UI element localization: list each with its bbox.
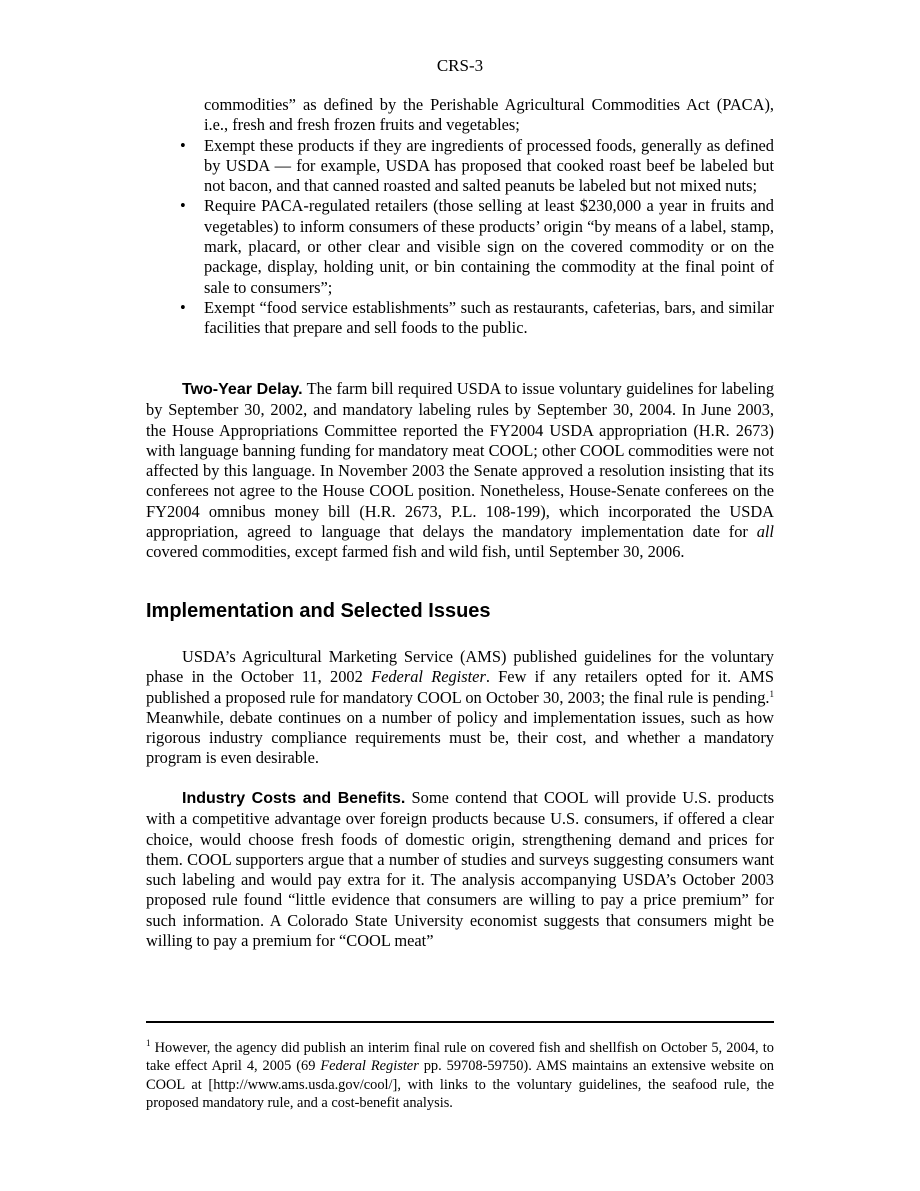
bullet-icon: •: [180, 297, 186, 317]
runin-heading: Industry Costs and Benefits.: [182, 790, 406, 807]
two-year-delay-section: [146, 379, 774, 563]
two-year-delay-paragraph: Two-Year Delay. The farm bill required USDA to issue voluntary guidelines for labeling by September 30, 2002, and mandatory labeling rules by September 30, 2004. In June 2003, the House Appropriations Committee reported the FY2004 USDA appropriation (H.R. 2673) with language banning funding for mandatory meat COOL; other COOL commodities were not affected by this language. In November 2003 the Senate approved a resolution insisting that its conferees not agree to the House COOL position. Nonetheless, House-Senate conferees on the FY2004 omnibus money bill (H.R. 2673, P.L. 108-199), which incorporated the USDA appropriation, agreed to language that delays the mandatory implementation date for all covered commodities, except farmed fish and wild fish, until September 30, 2006.: [146, 379, 775, 562]
bullet-icon: •: [180, 196, 186, 216]
bullet-item: [146, 298, 774, 339]
industry-paragraph: Industry Costs and Benefits. Some contend that COOL will provide U.S. products with a competitive advantage over foreign products because U.S. consumers, if offered a clear choice, would choose fresh foods of domestic origin, strengthening demand and prices for them. COOL supporters argue that a number of studies and surveys suggesting consumers want such labeling and would pay extra for it. The analysis accompanying USDA’s October 2003 proposed rule found “little evidence that consumers are willing to pay a price premium” for such information. A Colorado State University economist suggests that consumers might be willing to pay a premium for “COOL meat”: [146, 788, 775, 951]
implementation-paragraph: USDA’s Agricultural Marketing Service (AMS) published guidelines for the voluntary phase in the October 11, 2002 Federal Register. Few if any retailers opted for it. AMS published a proposed rule for mandatory COOL on October 30, 2003; the final rule is pending.$^1$ Meanwhile, debate continues on a number of policy and implementation issues, such as how rigorous industry compliance requirements must be, their cost, and whether a mandatory program is even desirable.: [146, 647, 774, 768]
industry-section: [146, 788, 774, 951]
implementation-section: [146, 647, 774, 769]
section-heading: Implementation and Selected Issues: [146, 600, 491, 622]
bullet-text: Exempt these products if they are ingredients of processed foods, generally as defined by USDA — for example, USDA has proposed that cooked roast beef be labeled but not bacon, and that canned roasted and salted peanuts be labeled but not mixed nuts;: [204, 135, 774, 196]
bullet-icon: •: [180, 135, 186, 155]
bullet-section: [146, 95, 774, 339]
footnote-divider: [146, 1021, 774, 1023]
runin-heading: Two-Year Delay.: [182, 381, 303, 398]
bullet-text: Exempt “food service establishments” such as restaurants, cafeterias, bars, and similar facilities that prepare and sell foods to the public.: [204, 297, 774, 338]
bullet-list: [146, 136, 774, 339]
bullet-item: [146, 136, 774, 197]
bullet-continuation: commodities” as defined by the Perishable Agricultural Commodities Act (PACA), i.e., fresh and fresh frozen fruits and vegetables;: [204, 95, 774, 135]
footnote: $^1$ However, the agency did publish an interim final rule on covered fish and shellfish on October 5, 2004, to take effect April 4, 2005 (69 Federal Register pp. 59708-59750). AMS maintains an extensive website on COOL at [http://www.ams.usda.gov/cool/], with links to the voluntary guidelines, the seafood rule, the proposed mandatory rule, and a cost-benefit analysis.: [146, 1038, 774, 1112]
bullet-item: [146, 196, 774, 297]
page-header: CRS-3: [436, 56, 484, 75]
bullet-text: Require PACA-regulated retailers (those selling at least $230,000 a year in fruits and vegetables) to inform consumers of these products’ origin “by means of a label, stamp, mark, placard, or other clear and visible sign on the covered commodity or on the package, display, holding unit, or bin containing the commodity at the final point of sale to consumers”;: [204, 196, 774, 297]
footnote-reference[interactable]: 1: [769, 688, 774, 699]
footnote-marker: 1: [146, 1038, 151, 1048]
